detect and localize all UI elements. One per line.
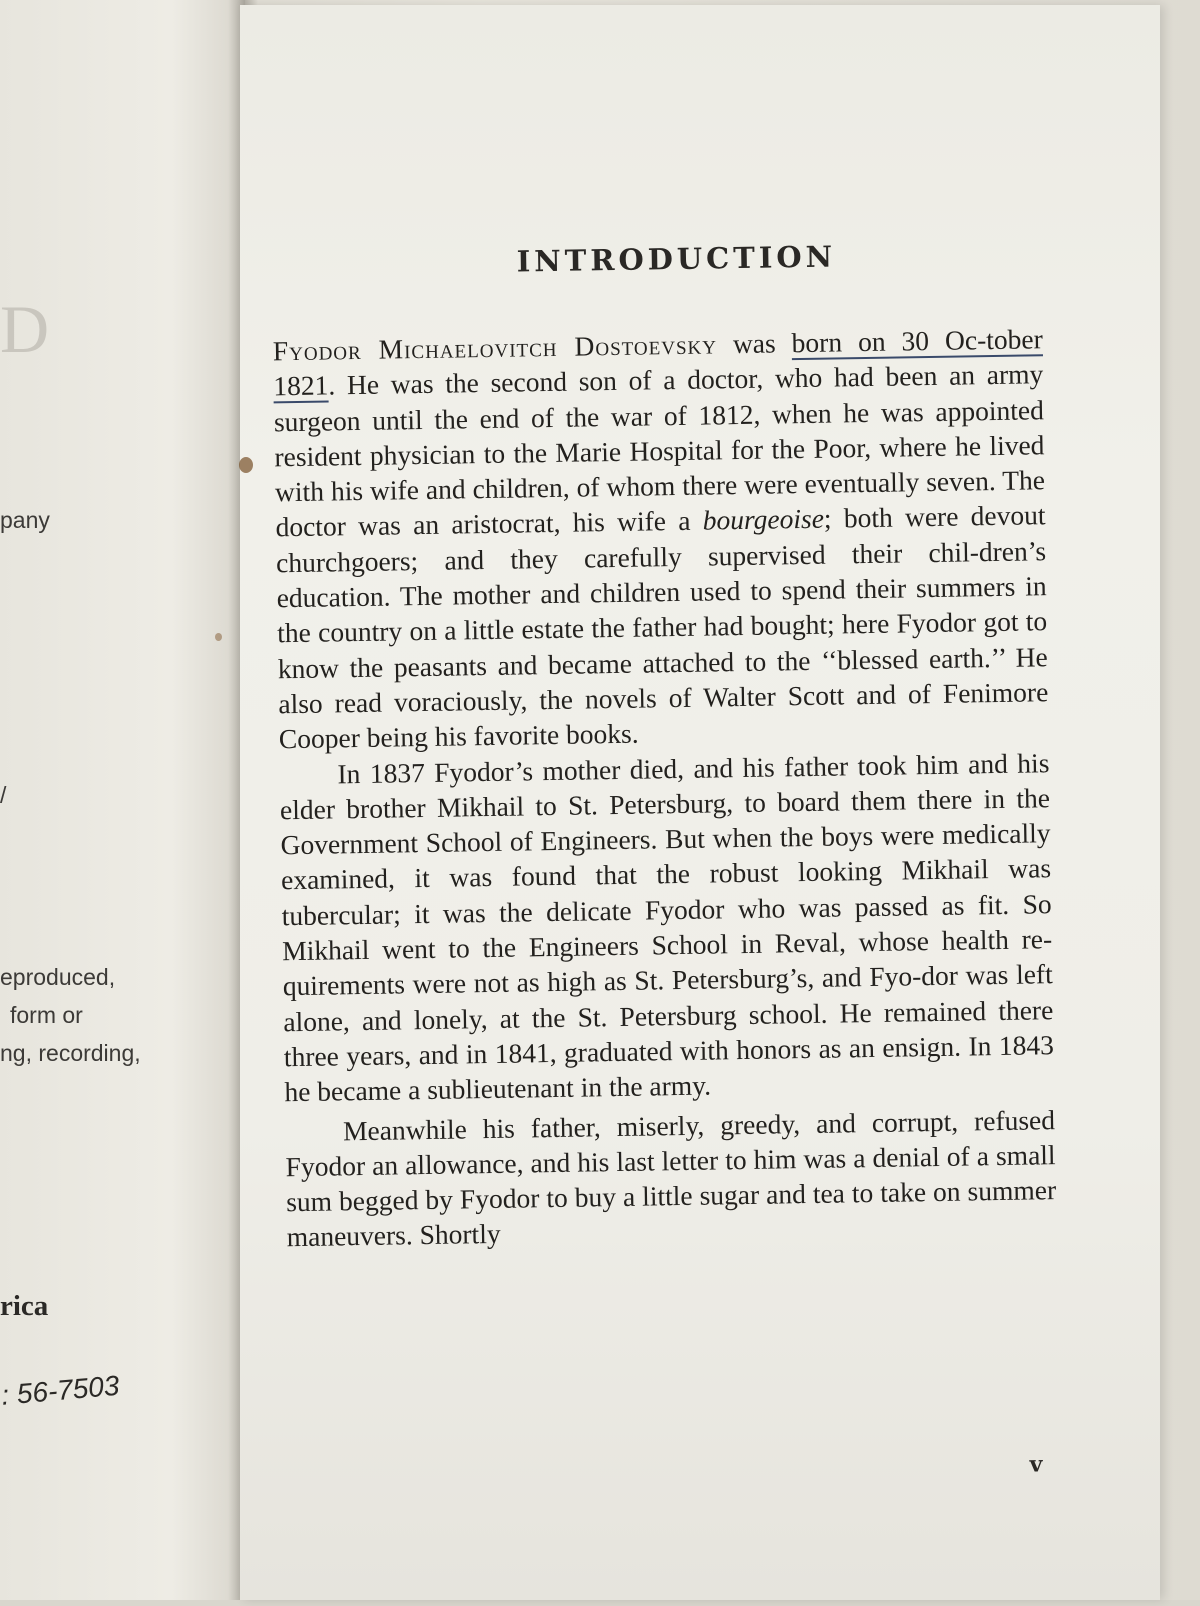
paragraph-1 xyxy=(273,321,1050,757)
left-page-fragment: / xyxy=(0,782,7,808)
body-text xyxy=(273,321,1057,1255)
text-run: . He was the second son of a doctor, who had been an army surgeon until the end of the war of 1812, when he was appointed resident physician to the Marie Hospital for the Poor, where he lived with his wife and children, of whom there were eventually seven. The doctor was an aristocrat, his wife a xyxy=(273,358,1046,543)
author-name: Fyodor Michaelovitch Dostoevsky xyxy=(272,328,718,367)
ink-stain xyxy=(215,633,222,641)
paragraph-2: In 1837 Fyodor’s mother died, and his father took him and his elder brother Mikhail to St. Petersburg, to board them there in the Government School of Engineers. But when the boys were medically examined, it was found that the robust looking Mikhail was tubercular; it was the delicate Fyodor who was passed as fit. So Mikhail went to the Engineers School in Reval, whose health re-quirements were not as high as St. Petersburg’s, and Fyo-dor was left alone, and lonely, at the St. Petersburg school. He remained there three years, and in 1841, graduated with honors as an ensign. In 1843 he became a sublieutenant in the army. xyxy=(279,746,1055,1108)
left-page-faint-letter: D xyxy=(0,291,50,367)
left-page-fragment: form or xyxy=(10,1002,83,1028)
handwritten-underline: born on 30 Oc-tober 1821 xyxy=(273,323,1043,402)
page-title: INTRODUCTION xyxy=(516,239,837,279)
ink-stain xyxy=(239,457,253,473)
page-number: v xyxy=(1029,1451,1043,1478)
text-run: was xyxy=(716,327,792,360)
text-run: ; both were devout churchgoers; and they carefully supervised their chil-dren’s education. The mother and children used to spend their summers in the country on a little estate the father had bought; here Fyodor got to know the peasants and became attached to the ‘‘blessed earth.’’ He also read voraciously, the novels of Walter Scott and of Fenimore Cooper being his favorite books. xyxy=(275,499,1049,755)
left-page-catalog-number: : 56-7503 xyxy=(0,1369,121,1411)
left-page-fragment: eproduced, xyxy=(0,964,116,990)
left-page-fragment: ng, recording, xyxy=(0,1040,141,1066)
main-page xyxy=(240,5,1160,1600)
left-page-fragment: pany xyxy=(0,507,50,533)
italic-term: bourgeoise xyxy=(702,503,825,537)
page-content xyxy=(267,0,1102,1606)
left-page xyxy=(0,0,245,1600)
left-page-fragment: rica xyxy=(0,1290,49,1322)
paragraph-3: Meanwhile his father, miserly, greedy, and corrupt, refused Fyodor an allowance, and his last letter to him was a denial of a small sum begged by Fyodor to buy a little sugar and tea to take on summer maneuvers. Shortly xyxy=(285,1103,1057,1253)
